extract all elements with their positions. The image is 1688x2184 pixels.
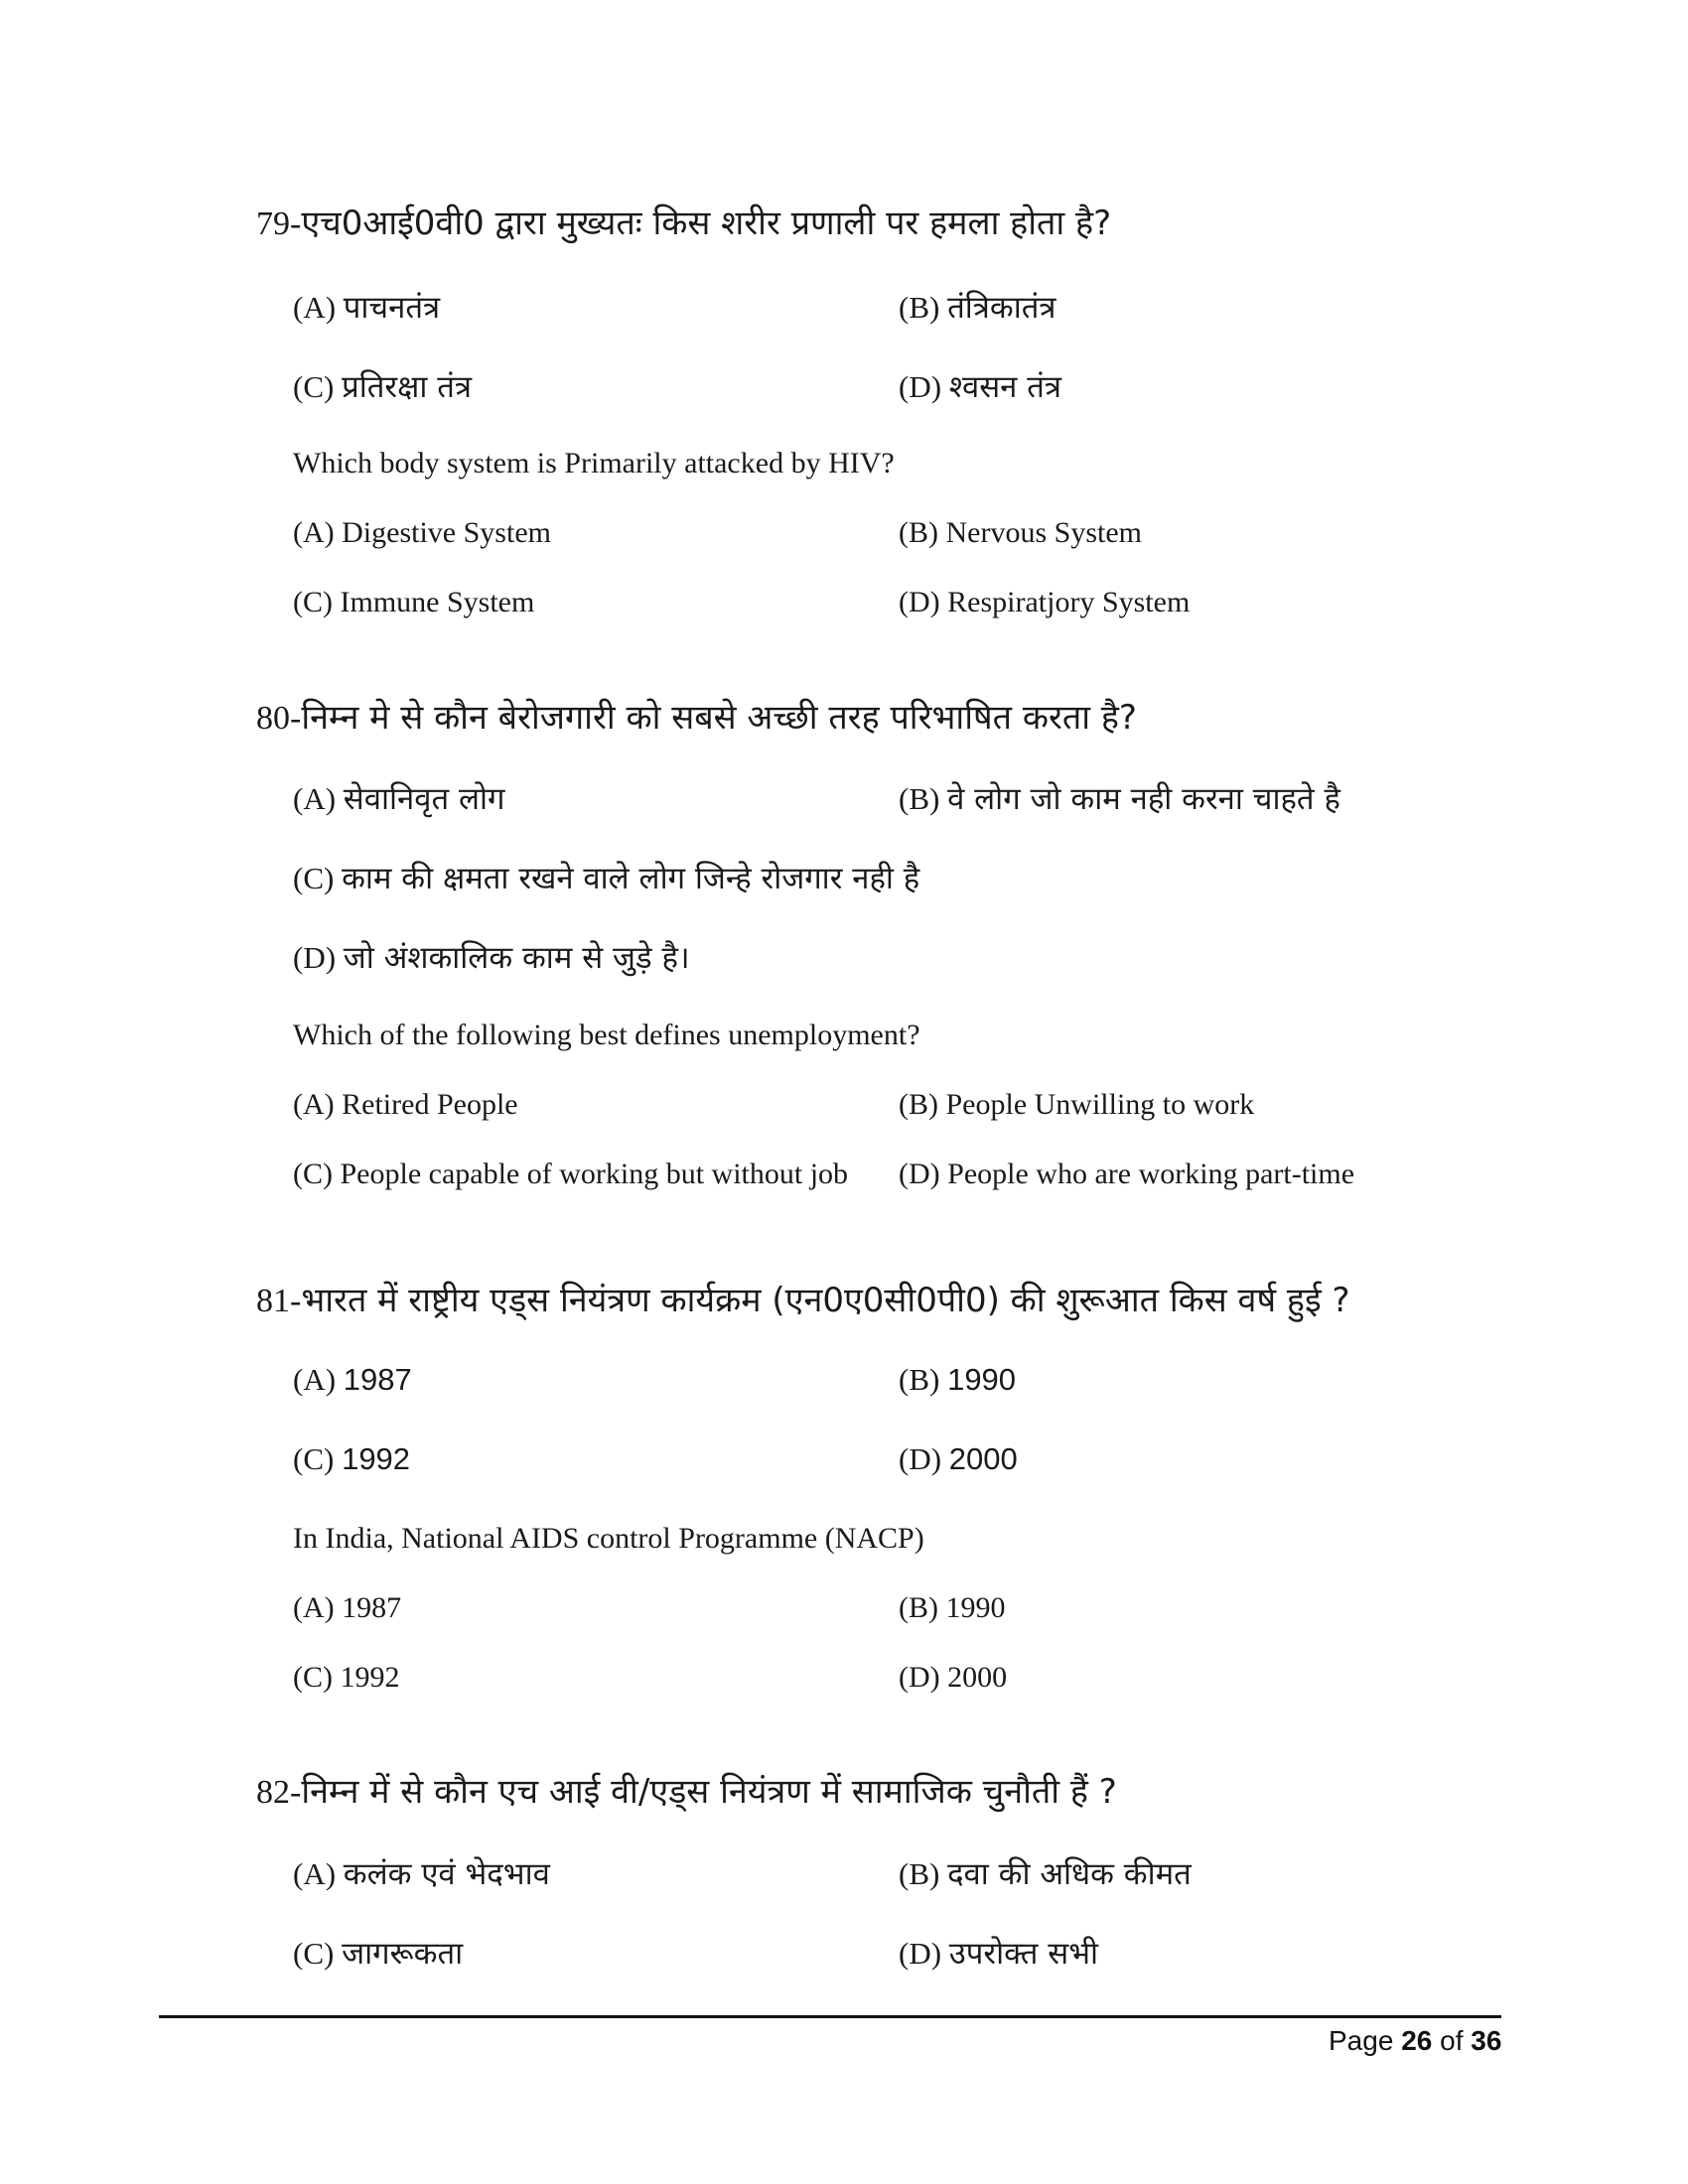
q79-option-d-hindi: (D) श्वसन तंत्र: [899, 369, 1062, 405]
q80-option-a-english: (A) Retired People: [293, 1088, 518, 1121]
question-number: 81-: [256, 1283, 302, 1319]
q80-option-d-hindi: (D) जो अंशकालिक काम से जुड़े है।: [293, 940, 690, 976]
q82-option-a-hindi: (A) कलंक एवं भेदभाव: [293, 1856, 550, 1892]
q79-option-a-english: (A) Digestive System: [293, 516, 551, 549]
question-81-hindi: [256, 1276, 1350, 1321]
q80-option-c-hindi: (C) काम की क्षमता रखने वाले लोग जिन्हे रोजगार नही है: [293, 861, 920, 896]
q82-option-d-hindi: (D) उपरोक्त सभी: [899, 1936, 1099, 1972]
question-number: 82-: [256, 1774, 302, 1811]
page-number: 26: [1401, 2025, 1433, 2056]
question-79-hindi: [256, 199, 1111, 244]
question-text: निम्न मे से कौन बेरोजगारी को सबसे अच्छी तरह परिभाषित करता है?: [301, 698, 1137, 738]
question-79-english: Which body system is Primarily attacked by HIV?: [293, 447, 895, 479]
question-number: 79-: [256, 205, 302, 242]
page-footer: [1329, 2025, 1501, 2057]
q81-option-b-english: (B) 1990: [899, 1591, 1006, 1624]
footer-divider: [159, 2015, 1501, 2018]
q79-option-b-hindi: (B) तंत्रिकातंत्र: [899, 290, 1056, 326]
q81-option-a-english: (A) 1987: [293, 1591, 402, 1624]
question-number: 80-: [256, 700, 302, 737]
question-80-hindi: [256, 693, 1137, 739]
page-label: Page: [1329, 2025, 1394, 2056]
q79-option-a-hindi: (A) पाचनतंत्र: [293, 290, 441, 326]
question-text: एच0आई0वी0 द्वारा मुख्यतः किस शरीर प्रणाली पर हमला होता है?: [301, 204, 1112, 243]
question-81-english: In India, National AIDS control Programme (NACP): [293, 1522, 924, 1555]
question-80-english: Which of the following best defines unemployment?: [293, 1019, 920, 1051]
q79-option-b-english: (B) Nervous System: [899, 516, 1142, 549]
question-text: निम्न में से कौन एच आई वी/एड्स नियंत्रण में सामाजिक चुनौती हैं ?: [301, 1772, 1117, 1812]
total-pages: 36: [1471, 2025, 1502, 2056]
q81-option-c-english: (C) 1992: [293, 1661, 400, 1694]
question-82-hindi: [256, 1767, 1117, 1813]
q80-option-b-english: (B) People Unwilling to work: [899, 1088, 1255, 1121]
q82-option-c-hindi: (C) जागरूकता: [293, 1936, 464, 1972]
q80-option-d-english: (D) People who are working part-time: [899, 1158, 1355, 1190]
q79-option-c-english: (C) Immune System: [293, 586, 535, 618]
q81-option-c-hindi: (C) 1992: [293, 1441, 411, 1476]
q79-option-c-hindi: (C) प्रतिरक्षा तंत्र: [293, 369, 472, 405]
q79-option-d-english: (D) Respiratjory System: [899, 586, 1191, 618]
q81-option-a-hindi: (A) 1987: [293, 1362, 412, 1397]
q81-option-d-hindi: (D) 2000: [899, 1441, 1018, 1476]
q82-option-b-hindi: (B) दवा की अधिक कीमत: [899, 1856, 1192, 1892]
of-label: of: [1440, 2025, 1464, 2056]
q81-option-b-hindi: (B) 1990: [899, 1362, 1017, 1397]
q80-option-a-hindi: (A) सेवानिवृत लोग: [293, 781, 505, 817]
q80-option-b-hindi: (B) वे लोग जो काम नही करना चाहते है: [899, 781, 1340, 817]
question-text: भारत में राष्ट्रीय एड्स नियंत्रण कार्यक्रम (एन0ए0सी0पी0) की शुरूआत किस वर्ष हुई ?: [301, 1281, 1350, 1320]
q80-option-c-english: (C) People capable of working but without job: [293, 1158, 849, 1190]
q81-option-d-english: (D) 2000: [899, 1661, 1008, 1694]
